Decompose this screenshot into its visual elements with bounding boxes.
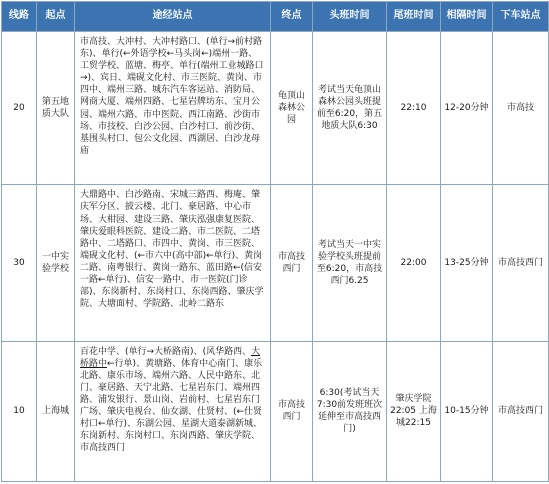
header-last-bus: 尾班时间 [387,2,441,32]
route-last-bus: 22:10 [387,32,441,185]
route-last-bus: 22:00 [387,185,441,341]
route-end: 龟顶山森林公园 [271,32,313,185]
header-start: 起点 [37,2,75,32]
route-interval: 13-25分钟 [441,185,493,341]
route-stops-part: 百花中学、(单行→大桥路南)、(风华路西、 [80,346,252,357]
route-alight-stop: 市高技西门 [493,185,549,341]
route-first-bus: 考试当天龟顶山森林公园头班提前至6:20，第五地质大队6:30 [313,32,387,185]
table-row [2,341,549,481]
route-interval: 12-20分钟 [441,32,493,185]
route-start: 上海城 [37,341,75,481]
route-first-bus: 考试当天一中实验学校头班提前至6:20，市高技西门6.25 [313,185,387,341]
route-end: 市高技西门 [271,185,313,341]
header-line: 线路 [2,2,37,32]
header-interval: 相隔时间 [441,2,493,32]
table-row [2,32,549,185]
header-end: 终点 [271,2,313,32]
route-first-bus: 6:30(考试当天7:30前发班班次延伸至市高技西门) [313,341,387,481]
table-row [2,185,549,341]
route-alight-stop: 市高技 [493,32,549,185]
route-number: 20 [2,32,37,185]
route-last-bus: 肇庆学院22:05 上海城22:15 [387,341,441,481]
header-stops: 途经站点 [75,2,271,32]
route-start: 一中实验学校 [37,185,75,341]
route-start: 第五地质大队 [37,32,75,185]
bus-route-table [1,1,549,482]
route-stops: 大鼎路中、白沙路南、宋城三路西、梅庵、肇庆军分区、披云楼、北门、豪居路、中心市场、大柑园、建设三路、肇庆泓强康复医院、肇庆爱眼科医院、建设二路、市二医院、二塔路中、二塔路口、市四中、黄岗、市三医院、端砚文化村、(←市六中(高中部)←单行)、黄岗二路、南粤银行、黄岗一路东、蓝田路←(信安一路←单行)、信安一路中、市一医院(门诊部)、东岗新村、东岗村口、东岗西路、肇庆学院、大塘面村、学院路、北岭二路东 [75,185,271,341]
route-interval: 10-15分钟 [441,341,493,481]
header-first-bus: 头班时间 [313,2,387,32]
route-end: 市高技西门 [271,341,313,481]
route-alight-stop: 市高技西门 [493,341,549,481]
header-row [2,2,549,32]
route-number: 10 [2,341,37,481]
route-stops: 市高技、大冲村、大冲村路口、(单行→前村路东)、单行(←外语学校←马头岗←)端州一路、工贸学校、蓝塘、梅亭、单行(端州工业城路口→)、宾日、端砚文化村、市三医院、黄岗、市四中、端州三路、城东汽车客运站、消防局、网商大厦、端州四路、七星岩牌坊东、宝月公园、端州六路、市中医院、西江南路、沙街市场、市技校、白沙公园、白沙村口、前沙街、基围头村口、包公文化园、西湖居、白沙龙母庙 [75,32,271,185]
route-stops-part: ←行单)、黄塘路、体育中心南门、康乐北路、康乐市场、端州六路、人民中路东、北门、豪居路、天宁北路、七星岩东门、端州四路、浦发银行、景山岗、岩前村、七星岩东门广场、肇庆电视台、仙女湖、仕贤村、(←仕贤村口←单行)、东湖公园、星湖大道泰湖新城、东岗新村、东岗村口、东岗西路、肇庆学院、市高技西门 [80,358,263,454]
route-stops-highlight: 大桥路中 [80,346,261,369]
route-stops [75,341,271,481]
route-number: 30 [2,185,37,341]
header-alight-stop: 下车站点 [493,2,549,32]
